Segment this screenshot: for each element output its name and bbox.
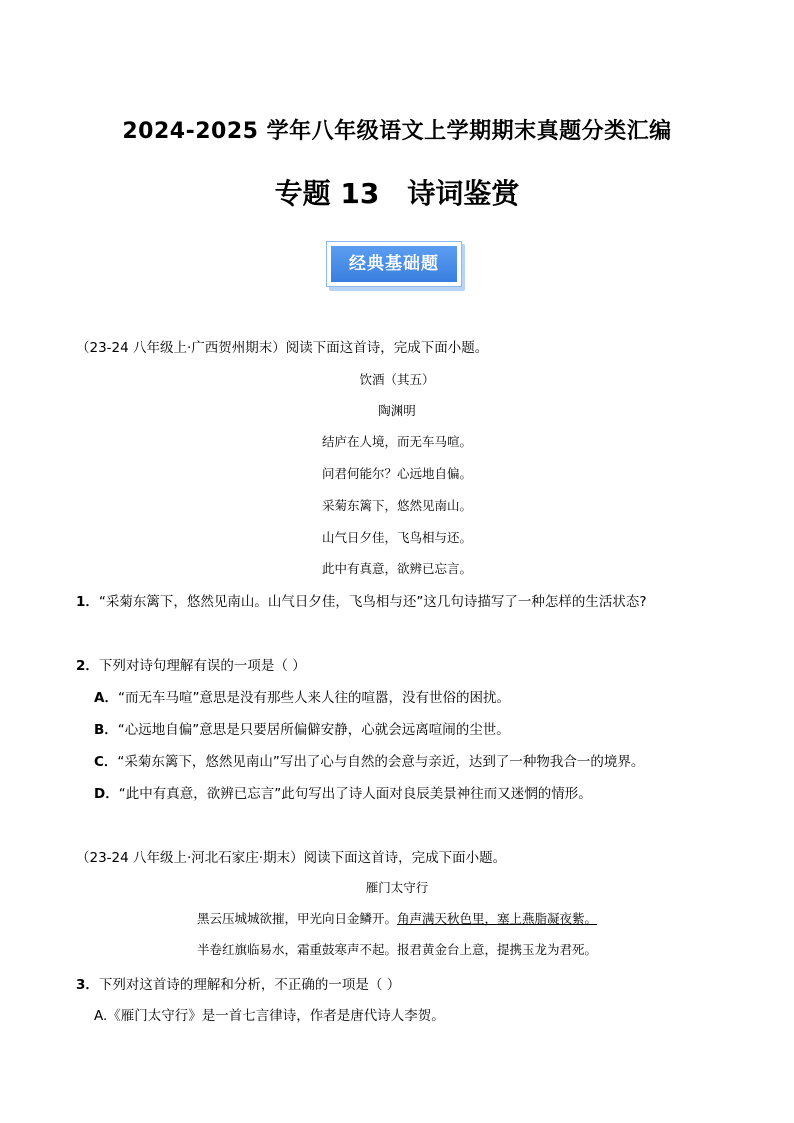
poem2-line-1 (0, 909, 794, 927)
section-badge (326, 241, 468, 293)
question-3 (76, 973, 400, 993)
question-3-option-a[interactable]: A.《雁门太守行》是一首七言律诗，作者是唐代诗人李贺。 (94, 1008, 445, 1024)
question-2-option-c[interactable]: C．“采菊东篱下，悠然见南山”写出了心与自然的会意与亲近，达到了一种物我合一的境界。 (94, 754, 645, 770)
question-2-option-b[interactable]: B．“心远地自偏”意思是只要居所偏僻安静，心就会远离喧闹的尘世。 (94, 722, 510, 738)
poem2-title: 雁门太守行 (365, 880, 429, 895)
topic-number: 专题 13 (274, 177, 380, 210)
section2-intro: （23-24 八年级上·河北石家庄·期末）阅读下面这首诗，完成下面小题。 (76, 850, 507, 866)
question-2-option-a[interactable]: A．“而无车马喧”意思是没有那些人来人往的喧嚣，没有世俗的困扰。 (94, 690, 510, 706)
question-2-option-d[interactable]: D．“此中有真意，欲辨已忘言”此句写出了诗人面对良辰美景神往而又迷惘的情形。 (94, 786, 592, 802)
section-badge-label: 经典基础题 (331, 246, 457, 282)
question-3-text: 下列对这首诗的理解和分析，不正确的一项是（ ） (98, 977, 401, 993)
question-3-number: 3． (76, 977, 99, 993)
topic-name: 诗词鉴赏 (407, 177, 520, 210)
question-2-text: 下列对诗句理解有误的一项是（ ） (98, 658, 306, 674)
topic-title (0, 172, 794, 212)
poem1-line: 采菊东篱下，悠然见南山。 (321, 498, 472, 513)
section1-intro: （23-24 八年级上·广西贺州期末）阅读下面这首诗，完成下面小题。 (76, 340, 489, 356)
poem1-line: 此中有真意，欲辨已忘言。 (321, 561, 472, 576)
question-2 (76, 654, 306, 674)
poem2-line-2: 半卷红旗临易水，霜重鼓寒声不起。报君黄金台上意，提携玉龙为君死。 (196, 942, 597, 957)
poem1-line: 山气日夕佳，飞鸟相与还。 (321, 530, 472, 545)
question-1-text: “采菊东篱下，悠然见南山。山气日夕佳，飞鸟相与还”这几句诗描写了一种怎样的生活状态? (98, 594, 647, 610)
poem2-line-1b: 角声满天秋色里，塞上燕脂凝夜紫。 (397, 911, 598, 926)
poem1-line: 结庐在人境，而无车马喧。 (321, 434, 472, 449)
poem1-title: 饮酒（其五） (359, 372, 435, 387)
poem1-author: 陶渊明 (378, 403, 416, 418)
poem2-line-1a: 黑云压城城欲摧，甲光向日金鳞开。 (196, 911, 397, 926)
question-2-number: 2． (76, 658, 99, 674)
poem1-line: 问君何能尔？心远地自偏。 (321, 466, 472, 481)
document-title: 2024-2025 学年八年级语文上学期期末真题分类汇编 (122, 119, 672, 144)
question-1-number: 1． (76, 594, 99, 610)
question-1 (76, 590, 647, 610)
